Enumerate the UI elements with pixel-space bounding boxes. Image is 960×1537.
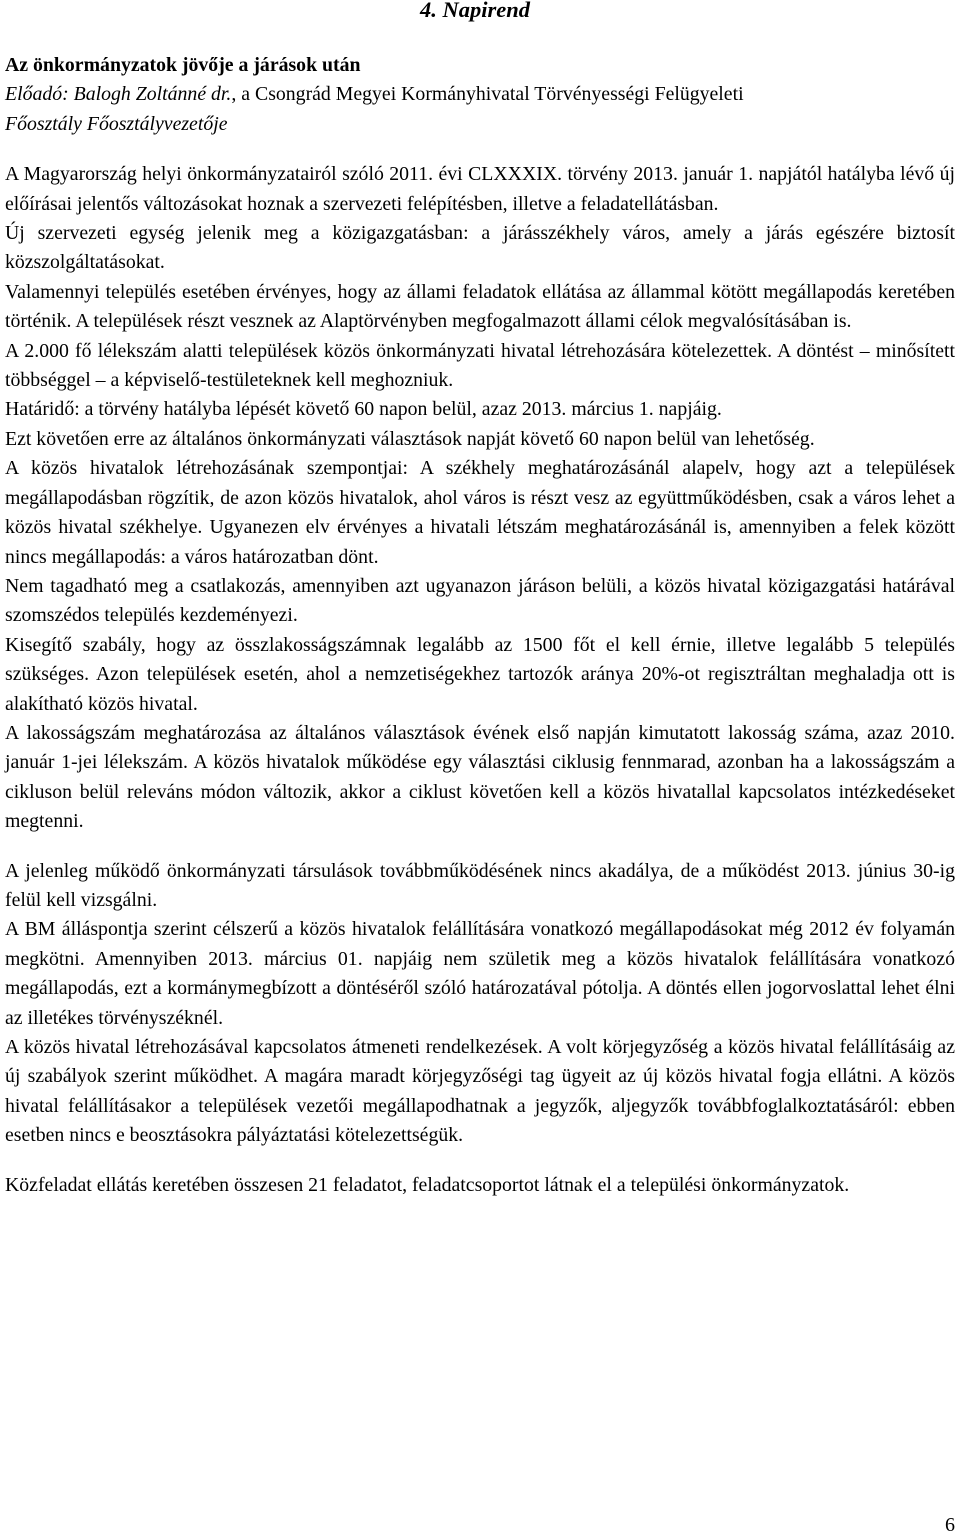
paragraph-joining: Nem tagadható meg a csatlakozás, amennyiben azt ugyanazon járáson belüli, a közös hivatal közigazgatási határával szomszédos település kezdeményezi. <box>5 574 955 627</box>
paragraph-public-tasks: Közfeladat ellátás keretében összesen 21 feladatot, feladatcsoportot látnak el a települési önkormányzatok. <box>5 1173 850 1196</box>
paragraph-state-tasks: Valamennyi település esetében érvényes, hogy az állami feladatok ellátása az állammal kötött megállapodás keretében történik. A települések részt vesznek az Alaptörvényben megfogalmazott állami célok megvalósításában is. <box>5 280 955 333</box>
presenter-name: Előadó: Balogh Zoltánné dr. <box>5 83 232 106</box>
paragraph-joint-office-obligation: A 2.000 fő lélekszám alatti települések közös önkormányzati hivatal létrehozására kötelezettek. A döntést – minősített többséggel – a képviselő-testületeknek kell meghozniuk. <box>5 339 955 392</box>
paragraph-associations: A jelenleg működő önkormányzati társulások továbbműködésének nincs akadálya, de a működést 2013. június 30-ig felül kell vizsgálni. <box>5 859 955 911</box>
presenter-position: Főosztály Főosztályvezetője <box>5 112 228 135</box>
paragraph-auxiliary-rule: Kisegítő szabály, hogy az összlakosságszámnak legalább az 1500 főt el kell érnie, illetve legalább 5 település szükséges. Azon települések esetén, ahol a nemzetiségekhez tartozók aránya 20%-ot regisztráltan meghaladja ott is alakítható közös hivatal. <box>5 633 955 715</box>
paragraph-district-seat: Új szervezeti egység jelenik meg a közigazgatásban: a járásszékhely város, amely a járás egészére biztosít közszolgáltatásokat. <box>5 222 955 274</box>
paragraph-transitional: A közös hivatal létrehozásával kapcsolatos átmeneti rendelkezések. A volt körjegyzőség a közös hivatal felállításáig az új szabályok szerint működhet. A magára maradt körjegyzőségi tag ügyeit az új közös hivatal fogja ellátni. A közös hivatal felállításakor a települések vezetői megállapodhatnak a jegyzők, aljegyzők továbbfoglalkoztatásáról: ebben esetben nincs e beosztásokra pályáztatási kötelezettségük. <box>5 1036 955 1147</box>
agenda-heading: 4. Napirend <box>420 0 531 22</box>
page-number: 6 <box>945 1514 955 1536</box>
paragraph-after-elections: Ezt követően erre az általános önkormányzati választások napját követő 60 napon belül van lehetőség. <box>5 427 815 450</box>
presenter-affiliation: , a Csongrád Megyei Kormányhivatal Törvényességi Felügyeleti <box>231 83 744 106</box>
paragraph-deadline: Határidő: a törvény hatályba lépését követő 60 napon belül, azaz 2013. március 1. napjáig. <box>5 398 722 421</box>
presenter-line <box>5 80 955 109</box>
paragraph-office-criteria: A közös hivatalok létrehozásának szempontjai: A székhely meghatározásánál alapelv, hogy azt a települések megállapodásban rögzítik, de azon közös hivatalok, ahol város is részt vesz az együttműködésben, csak a város lehet a közös hivatal székhelye. Ugyanezen elv érvényes a hivatali létszám meghatározásánál is, amennyiben a felek között nincs megállapodás: a város határozatban dönt. <box>5 457 955 568</box>
paragraph-law-intro: A Magyarország helyi önkormányzatairól szóló 2011. évi CLXXXIX. törvény 2013. január 1. napjától hatályba lévő új előírásai jelentős változásokat hoznak a szervezeti felépítésben, illetve a feladatellátásban. <box>5 163 955 215</box>
paragraph-population: A lakosságszám meghatározása az általános választások évének első napján kimutatott lakosság száma, azaz 2010. január 1-jei lélekszám. A közös hivatalok működése egy választási ciklusig fennmarad, azonban ha a lakosságszám a cikluson belül releváns módon változik, akkor a ciklust követően kell a közös hivatallal kapcsolatos intézkedéseket megtenni. <box>5 721 955 833</box>
section-title: Az önkormányzatok jövője a járások után <box>5 54 361 76</box>
paragraph-bm-position: A BM álláspontja szerint célszerű a közös hivatalok felállítására vonatkozó megállapodásokat még 2012 év folyamán megkötni. Amennyiben 2013. március 01. napjáig nem születik meg a közös hivatalok felállítására vonatkozó megállapodás, ezt a kormánymegbízott a döntéséről szóló határozatával pótolja. A döntés ellen jogorvoslattal lehet élni az illetékes törvényszéknél. <box>5 918 955 1029</box>
document-body <box>5 51 955 1200</box>
